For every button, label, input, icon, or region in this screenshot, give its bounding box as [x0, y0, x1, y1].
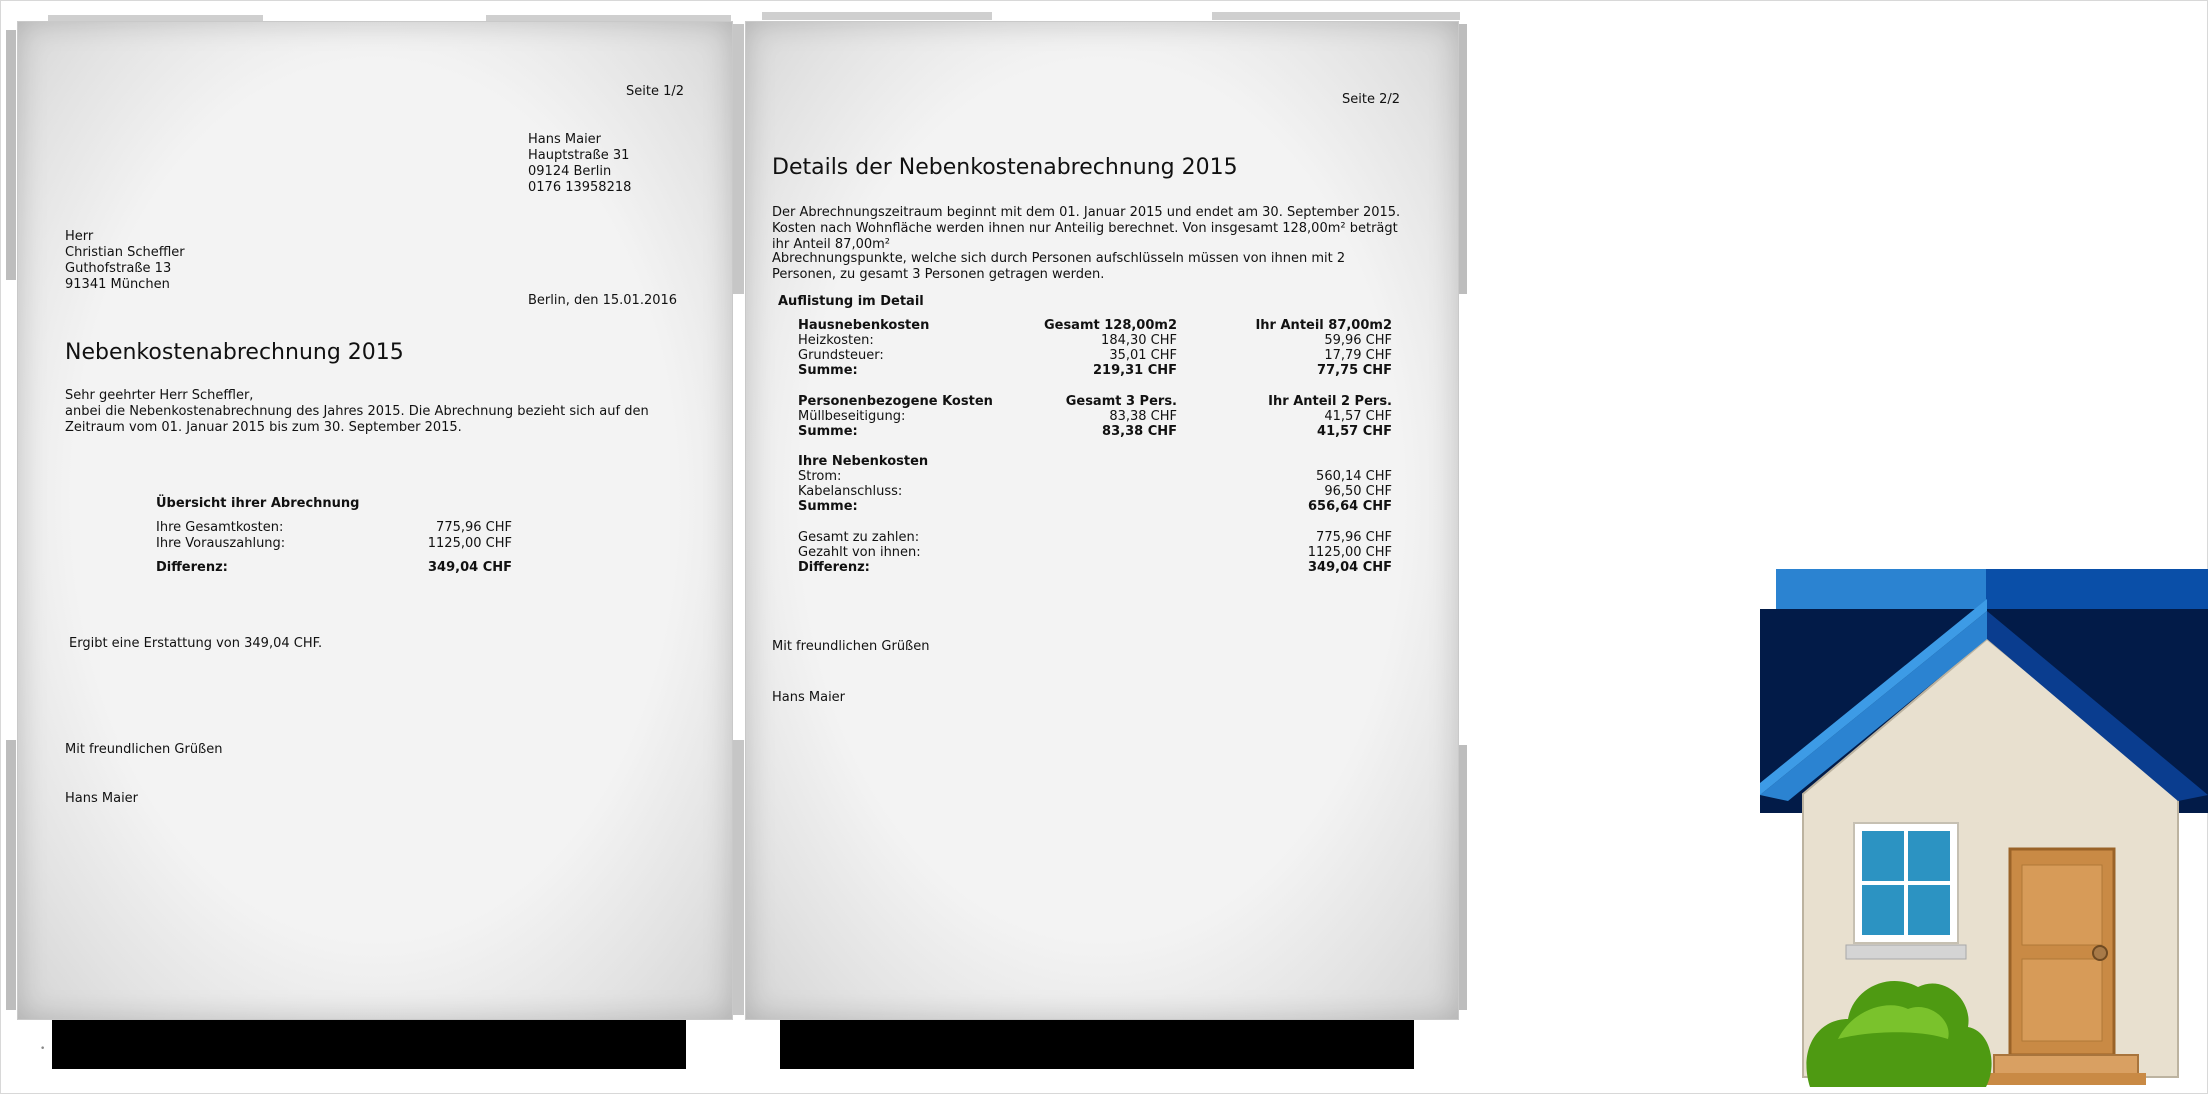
greeting: Sehr geehrter Herr Scheffler,	[65, 388, 254, 403]
summary-row-label: Ihre Vorauszahlung:	[156, 536, 286, 551]
sender-phone: 0176 13958218	[528, 180, 632, 195]
section-share-header: Ihr Anteil 87,00m2	[1255, 318, 1392, 333]
door-knob	[2093, 946, 2107, 960]
detail-heading: Auflistung im Detail	[778, 294, 924, 309]
roof-bar-right	[1986, 569, 2208, 609]
edge-mark: •	[40, 1044, 46, 1054]
house-icon	[1758, 569, 2208, 1089]
sum-share: 77,75 CHF	[1317, 363, 1392, 378]
summary-row-value: 775,96 CHF	[436, 520, 512, 535]
cost-label: Heizkosten:	[798, 333, 874, 348]
letter-title: Nebenkostenabrechnung 2015	[65, 340, 404, 365]
page-edge-decoration	[1458, 745, 1467, 1010]
summary-heading: Übersicht ihrer Abrechnung	[156, 496, 360, 511]
window-sill	[1846, 945, 1966, 959]
summary-total-value: 349,04 CHF	[428, 560, 512, 575]
cost-total: 35,01 CHF	[1109, 348, 1177, 363]
date-line: Berlin, den 15.01.2016	[528, 293, 678, 308]
page-edge-decoration	[1458, 24, 1467, 294]
sender-street: Hauptstraße 31	[528, 148, 630, 163]
page-edge-decoration	[6, 740, 16, 1010]
signature: Hans Maier	[65, 791, 139, 806]
summary-row-value: 1125,00 CHF	[427, 536, 512, 551]
total-value: 775,96 CHF	[1316, 530, 1392, 545]
sum-share: 656,64 CHF	[1308, 499, 1392, 514]
summary-row-label: Ihre Gesamtkosten:	[156, 520, 284, 535]
page-edge-decoration	[762, 12, 992, 20]
signature: Hans Maier	[772, 690, 846, 705]
section-total-header: Gesamt 128,00m2	[1043, 318, 1177, 333]
section-heading: Ihre Nebenkosten	[798, 454, 929, 469]
intro-paragraph: anbei die Nebenkostenabrechnung des Jahres 2015. Die Abrechnung bezieht sich auf den Zeitraum vom 01. Januar 2015 bis zum 30. September 2015.	[65, 404, 649, 435]
window-transom	[1862, 881, 1950, 885]
page-shadow	[52, 1020, 686, 1069]
sum-label: Summe:	[798, 499, 858, 514]
sum-label: Summe:	[798, 363, 858, 378]
summary-total-label: Differenz:	[156, 560, 228, 575]
cost-total: 184,30 CHF	[1101, 333, 1177, 348]
cost-label: Kabelanschluss:	[798, 484, 903, 499]
total-label: Gezahlt von ihnen:	[798, 545, 921, 560]
page-number: Seite 2/2	[1342, 92, 1401, 107]
letter-page-2	[745, 21, 1459, 1020]
cost-label: Müllbeseitigung:	[798, 409, 906, 424]
recipient-salutation: Herr	[65, 229, 94, 244]
page-shadow	[780, 1020, 1414, 1069]
total-value: 1125,00 CHF	[1307, 545, 1392, 560]
section-total-header: Gesamt 3 Pers.	[1065, 394, 1177, 409]
door-step-base	[1986, 1073, 2146, 1085]
cost-share: 96,50 CHF	[1324, 484, 1392, 499]
page-number: Seite 1/2	[626, 84, 685, 99]
cost-share: 59,96 CHF	[1324, 333, 1392, 348]
cost-label: Strom:	[798, 469, 842, 484]
section-heading: Personenbezogene Kosten	[798, 394, 993, 409]
section-heading: Hausnebenkosten	[798, 318, 930, 333]
cost-share: 17,79 CHF	[1324, 348, 1392, 363]
page-edge-decoration	[1212, 12, 1460, 20]
recipient-street: Guthofstraße 13	[65, 261, 172, 276]
door-panel-top	[2022, 865, 2102, 945]
page-edge-decoration	[6, 30, 16, 280]
closing: Mit freundlichen Grüßen	[65, 742, 223, 757]
total-label: Gesamt zu zahlen:	[798, 530, 920, 545]
door-panel-bottom	[2022, 959, 2102, 1041]
sum-total: 83,38 CHF	[1102, 424, 1177, 439]
refund-sentence: Ergibt eine Erstattung von 349,04 CHF.	[69, 636, 323, 651]
section-share-header: Ihr Anteil 2 Pers.	[1268, 394, 1392, 409]
difference-label: Differenz:	[798, 560, 870, 575]
door-step	[1994, 1055, 2138, 1075]
cost-share: 41,57 CHF	[1324, 409, 1392, 424]
closing: Mit freundlichen Grüßen	[772, 639, 930, 654]
sum-total: 219,31 CHF	[1093, 363, 1177, 378]
details-title: Details der Nebenkostenabrechnung 2015	[772, 155, 1238, 180]
sum-label: Summe:	[798, 424, 858, 439]
cost-total: 83,38 CHF	[1109, 409, 1177, 424]
recipient-name: Christian Scheffler	[65, 245, 185, 260]
roof-bar-left	[1776, 569, 1986, 609]
persons-paragraph: Abrechnungspunkte, welche sich durch Personen aufschlüsseln müssen von ihnen mit 2 Personen, zu gesamt 3 Personen getragen werden.	[772, 251, 1346, 282]
sender-name: Hans Maier	[528, 132, 602, 147]
difference-value: 349,04 CHF	[1308, 560, 1392, 575]
recipient-city: 91341 München	[65, 277, 170, 292]
letter-page-1	[17, 21, 733, 1020]
sender-city: 09124 Berlin	[528, 164, 612, 179]
sum-share: 41,57 CHF	[1317, 424, 1392, 439]
cost-label: Grundsteuer:	[798, 348, 884, 363]
cost-share: 560,14 CHF	[1316, 469, 1392, 484]
period-paragraph: Der Abrechnungszeitraum beginnt mit dem 01. Januar 2015 und endet am 30. September 2015. Kosten nach Wohnfläche werden ihnen nur Anteilig berechnet. Von insgesamt 128,00m² beträgt ihr Anteil 87,00m²	[772, 205, 1401, 252]
